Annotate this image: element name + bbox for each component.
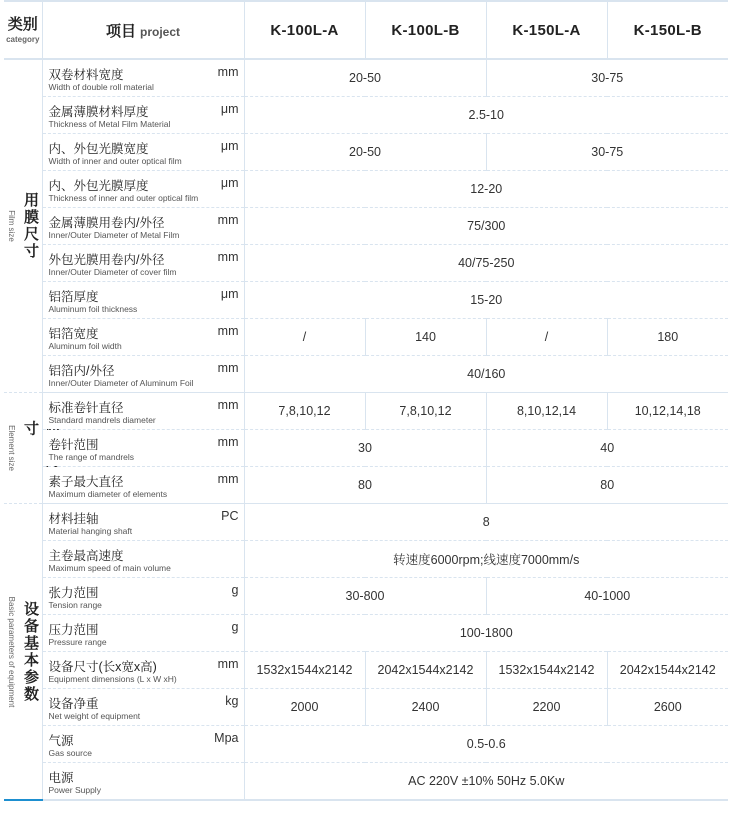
item-name-cn: 电源 <box>48 771 74 785</box>
item-name-cn: 气源 <box>48 734 74 748</box>
value-cell: 7,8,10,12 <box>244 393 365 430</box>
item-name-en: Width of inner and outer optical film <box>48 156 182 166</box>
value-cell: 80 <box>486 467 728 504</box>
value-cell: 2600 <box>607 689 728 726</box>
item-cell <box>42 319 244 356</box>
table-row <box>4 97 728 134</box>
table-row <box>4 430 728 467</box>
spec-table <box>4 0 728 801</box>
table-row <box>4 171 728 208</box>
value-cell: / <box>244 319 365 356</box>
item-cell <box>42 282 244 319</box>
group-label-basic-parameters <box>4 504 42 801</box>
item-name-cn: 内、外包光膜厚度 <box>48 179 149 193</box>
project-header-en: project <box>140 24 181 39</box>
group-label-film-size <box>4 59 42 393</box>
item-name-en: Inner/Outer Diameter of Metal Film <box>48 230 180 240</box>
group-name-en: Element size <box>7 425 16 471</box>
value-cell: 20-50 <box>244 134 486 171</box>
item-cell <box>42 578 244 615</box>
model-header: K-100L-A <box>244 1 365 59</box>
model-header: K-100L-B <box>365 1 486 59</box>
table-row <box>4 541 728 578</box>
item-name-en: Power Supply <box>48 785 101 795</box>
group-name-en: Basic parameters of equipment <box>7 596 16 707</box>
value-cell: 140 <box>365 319 486 356</box>
item-name-en: Thickness of inner and outer optical film <box>48 193 199 203</box>
item-name-cn: 设备尺寸(长x宽x高) <box>48 660 157 674</box>
item-cell <box>42 763 244 801</box>
table-row <box>4 652 728 689</box>
value-cell: 1532x1544x2142 <box>486 652 607 689</box>
item-name-cn: 卷针范围 <box>48 438 99 452</box>
value-cell: 40-1000 <box>486 578 728 615</box>
item-name-en: Equipment dimensions (L x W xH) <box>48 674 177 684</box>
table-row <box>4 393 728 430</box>
value-cell: 80 <box>244 467 486 504</box>
table-row <box>4 319 728 356</box>
value-cell: / <box>486 319 607 356</box>
project-header <box>42 1 244 59</box>
item-unit: μm <box>220 139 239 153</box>
item-cell <box>42 541 244 578</box>
table-row <box>4 245 728 282</box>
table-row <box>4 59 728 97</box>
item-name-en: Maximum diameter of elements <box>48 489 168 499</box>
table-row <box>4 689 728 726</box>
value-cell: 0.5-0.6 <box>244 726 728 763</box>
item-cell <box>42 208 244 245</box>
value-cell: 2400 <box>365 689 486 726</box>
item-name-cn: 双卷材料宽度 <box>48 68 124 82</box>
table-row <box>4 578 728 615</box>
item-name-cn: 主卷最高速度 <box>48 549 124 563</box>
item-name-cn: 压力范围 <box>48 623 99 637</box>
item-name-cn: 金属薄膜用卷内/外径 <box>48 216 165 230</box>
item-unit: mm <box>217 398 239 412</box>
table-row <box>4 615 728 652</box>
value-cell: 30 <box>244 430 486 467</box>
group-name-cn: 设备基本参数 <box>22 600 39 703</box>
group-name-en: Film size <box>7 210 16 242</box>
value-cell: 40/75-250 <box>244 245 728 282</box>
item-unit: g <box>231 583 239 597</box>
item-name-cn: 外包光膜用卷内/外径 <box>48 253 165 267</box>
value-cell: 180 <box>607 319 728 356</box>
item-name-en: Gas source <box>48 748 92 758</box>
item-cell <box>42 97 244 134</box>
item-name-en: Inner/Outer Diameter of cover film <box>48 267 177 277</box>
value-cell: 100-1800 <box>244 615 728 652</box>
item-name-cn: 铝箔宽度 <box>48 327 99 341</box>
value-cell: 12-20 <box>244 171 728 208</box>
item-unit: mm <box>217 65 239 79</box>
item-name-en: Material hanging shaft <box>48 526 133 536</box>
value-cell: 30-75 <box>486 59 728 97</box>
category-header-en: category <box>6 34 40 44</box>
item-name-en: Width of double roll material <box>48 82 154 92</box>
item-name-en: The range of mandrels <box>48 452 135 462</box>
table-row <box>4 208 728 245</box>
item-cell <box>42 689 244 726</box>
group-label-element-size <box>4 393 42 504</box>
value-cell: 30-75 <box>486 134 728 171</box>
item-unit: PC <box>221 509 239 523</box>
item-cell <box>42 467 244 504</box>
item-name-en: Inner/Outer Diameter of Aluminum Foil <box>48 378 194 388</box>
item-name-en: Aluminum foil thickness <box>48 304 138 314</box>
item-cell <box>42 356 244 393</box>
item-cell <box>42 134 244 171</box>
value-cell: 2042x1544x2142 <box>365 652 486 689</box>
item-cell <box>42 171 244 208</box>
item-unit: mm <box>217 435 239 449</box>
value-cell: 7,8,10,12 <box>365 393 486 430</box>
item-name-en: Net weight of equipment <box>48 711 141 721</box>
item-unit: g <box>231 620 239 634</box>
category-header <box>4 1 42 59</box>
table-row <box>4 504 728 541</box>
value-cell: 转速度6000rpm;线速度7000mm/s <box>244 541 728 578</box>
group-name-cn: 用膜尺寸 <box>22 192 39 260</box>
value-cell: 8 <box>244 504 728 541</box>
item-unit: mm <box>217 657 239 671</box>
value-cell: 1532x1544x2142 <box>244 652 365 689</box>
item-unit: μm <box>220 176 239 190</box>
item-name-en: Pressure range <box>48 637 107 647</box>
value-cell: 2.5-10 <box>244 97 728 134</box>
item-name-en: Thickness of Metal Film Material <box>48 119 171 129</box>
project-header-cn: 项目 <box>105 22 136 40</box>
value-cell: 75/300 <box>244 208 728 245</box>
value-cell: AC 220V ±10% 50Hz 5.0Kw <box>244 763 728 801</box>
value-cell: 2042x1544x2142 <box>607 652 728 689</box>
item-cell <box>42 504 244 541</box>
item-name-cn: 内、外包光膜宽度 <box>48 142 149 156</box>
item-name-cn: 素子最大直径 <box>48 475 124 489</box>
item-cell <box>42 615 244 652</box>
item-unit: mm <box>217 213 239 227</box>
item-name-cn: 标准卷针直径 <box>48 401 124 415</box>
header-row <box>4 1 728 59</box>
item-cell <box>42 726 244 763</box>
item-unit: mm <box>217 250 239 264</box>
value-cell: 40 <box>486 430 728 467</box>
item-name-cn: 材料挂轴 <box>48 512 99 526</box>
item-name-en: Maximum speed of main volume <box>48 563 171 573</box>
value-cell: 20-50 <box>244 59 486 97</box>
table-row <box>4 726 728 763</box>
item-name-cn: 设备净重 <box>48 697 99 711</box>
item-unit: kg <box>225 694 239 708</box>
item-name-cn: 金属薄膜材料厚度 <box>48 105 149 119</box>
item-unit: mm <box>217 324 239 338</box>
item-unit: mm <box>217 472 239 486</box>
table-row <box>4 763 728 801</box>
item-cell <box>42 245 244 282</box>
item-unit: Mpa <box>214 731 239 745</box>
item-name-cn: 铝箔内/外径 <box>48 364 115 378</box>
value-cell: 40/160 <box>244 356 728 393</box>
item-name-cn: 铝箔厚度 <box>48 290 99 304</box>
item-unit: μm <box>220 287 239 301</box>
item-name-cn: 张力范围 <box>48 586 99 600</box>
value-cell: 15-20 <box>244 282 728 319</box>
item-cell <box>42 652 244 689</box>
item-cell <box>42 393 244 430</box>
value-cell: 30-800 <box>244 578 486 615</box>
model-header: K-150L-A <box>486 1 607 59</box>
value-cell: 8,10,12,14 <box>486 393 607 430</box>
table-row <box>4 134 728 171</box>
value-cell: 2200 <box>486 689 607 726</box>
table-row <box>4 356 728 393</box>
item-cell <box>42 430 244 467</box>
item-name-en: Tension range <box>48 600 102 610</box>
item-unit: μm <box>220 102 239 116</box>
item-name-en: Aluminum foil width <box>48 341 122 351</box>
item-name-en: Standard mandrels diameter <box>48 415 156 425</box>
item-cell <box>42 59 244 97</box>
model-header: K-150L-B <box>607 1 728 59</box>
item-unit: mm <box>217 361 239 375</box>
group-name-cn: 寸 <box>22 420 39 438</box>
value-cell: 2000 <box>244 689 365 726</box>
table-row <box>4 467 728 504</box>
table-row <box>4 282 728 319</box>
value-cell: 10,12,14,18 <box>607 393 728 430</box>
category-header-cn: 类别 <box>7 15 38 33</box>
